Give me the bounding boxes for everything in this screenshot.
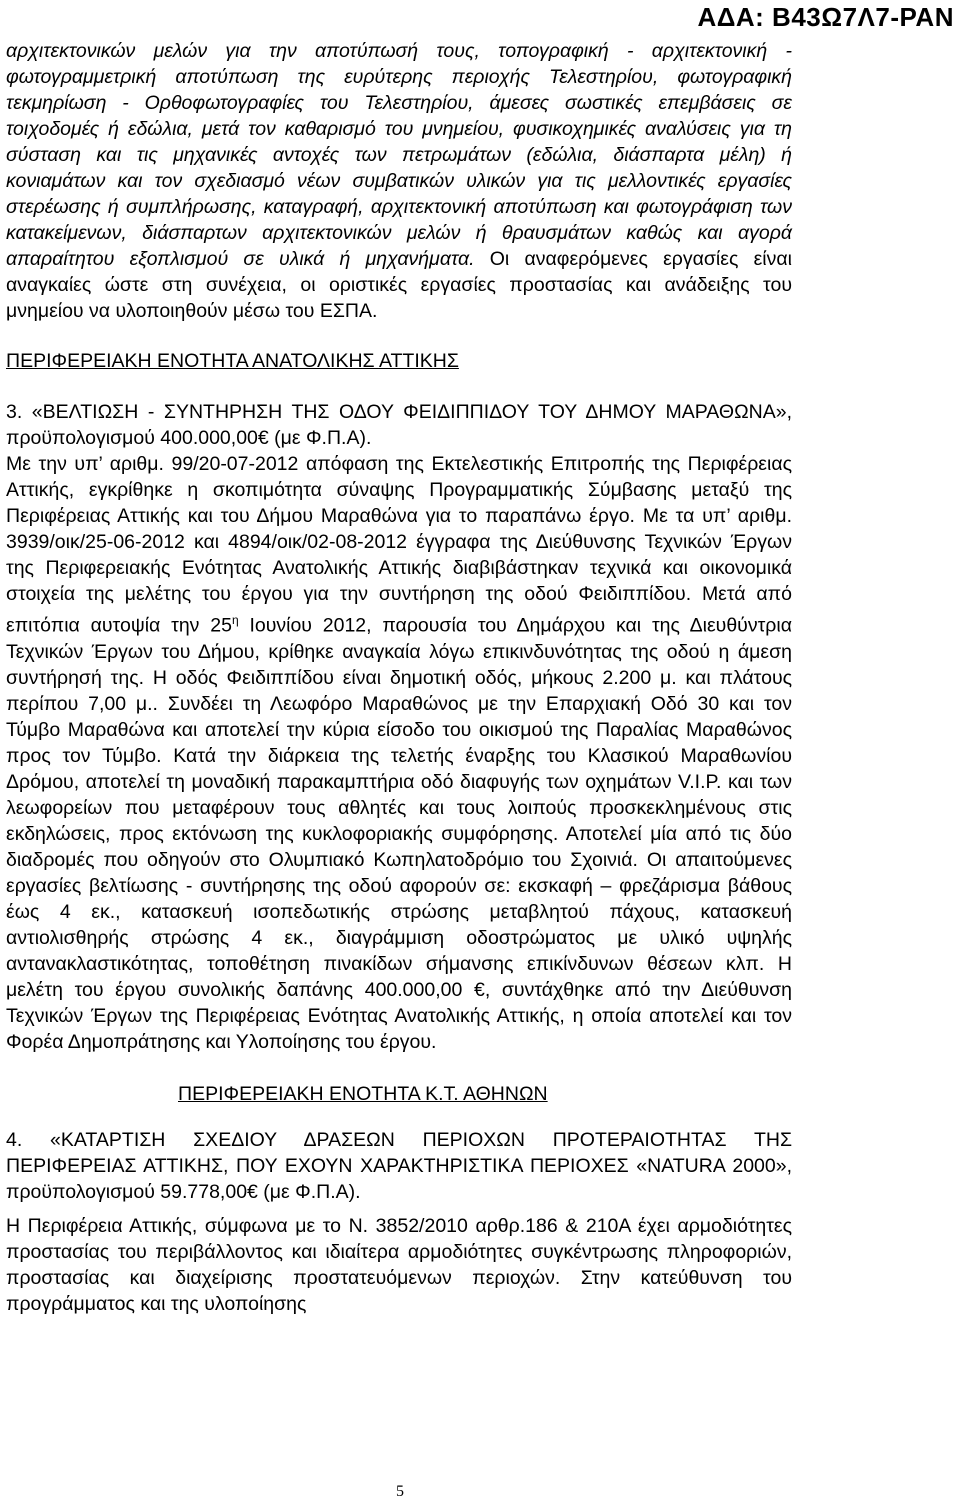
ada-header: ΑΔΑ: Β43Ω7Λ7-ΡΑΝ — [697, 2, 954, 32]
item-3-text-1: Με την υπ’ αριθμ. — [6, 453, 164, 475]
item-3-text-3: Με τα υπ’ αριθμ. — [642, 505, 792, 527]
item-4-title: 4. «ΚΑΤΑΡΤΙΣΗ ΣΧΕΔΙΟΥ ΔΡΑΣΕΩΝ ΠΕΡΙΟΧΩΝ ΠΡΟΤΕΡΑΙΟΤΗΤΑΣ ΤΗΣ ΠΕΡΙΦΕΡΕΙΑΣ ΑΤΤΙΚΗΣ, ΠΟΥ ΕΧΟΥΝ ΧΑΡΑΚΤΗΡΙΣΤΙΚΑ ΠΕΡΙΟΧΕΣ «NATURA 2000», προϋπολογισμού 59.778,00€ (με Φ.Π.Α). — [6, 1128, 792, 1203]
item-3-title: 3. «ΒΕΛΤΙΩΣΗ - ΣΥΝΤΗΡΗΣΗ ΤΗΣ ΟΔΟΥ ΦΕΙΔΙΠΠΙΔΟΥ ΤΟΥ ΔΗΜΟΥ ΜΑΡΑΘΩΝΑ», προϋπολογισμού 400.000,00€ (με Φ.Π.Α). — [6, 401, 792, 449]
paragraph-italic-text: αρχιτεκτονικών μελών για την αποτύπωσή τους, τοπογραφική - αρχιτεκτονική - φωτογραμμετρική αποτύπωση της ευρύτερης περιοχής Τελεστηρίου, φωτογραφική τεκμηρίωση - Ορθοφωτογραφίες του Τελεστηρίου, άμεσες σωστικές επεμβάσεις σε τοιχοδομές ή εδώλια, μετά τον καθαρισμό του μνημείου, φυσικοχημικές αναλύσεις για τη σύσταση και τις μηχανικές αντοχές των πετρωμάτων (εδώλια, διάσπαρτα μέλη) ή κονιαμάτων και τον σχεδιασμό νέων συμβατικών υλικών για τις μελλοντικές εργασίες στερέωσης ή συμπλήρωσης, καταγραφή, αρχιτεκτονική αποτύπωση και φωτογράφιση των κατακείμενων, διάσπαρτων αρχιτεκτονικών μελών ή θραυσμάτων καθώς και αγορά απαραίτητου εξοπλισμού σε υλικά ή μηχανήματα. — [6, 40, 792, 270]
section-heading-athens: ΠΕΡΙΦΕΡΕΙΑΚΗ ΕΝΟΤΗΤΑ Κ.Τ. ΑΘΗΝΩΝ — [178, 1082, 548, 1105]
item-3-text-5: Μετά από επιτόπια αυτοψία την 25 — [6, 583, 792, 637]
item-3-text-2: 99/20-07-2012 απόφαση της Εκτελεστικής Επιτροπής της Περιφέρειας Αττικής, εγκρίθηκε η σκοπιμότητα σύναψης Προγραμματικής Σύμβασης μεταξύ της Περιφέρειας Αττικής και του Δήμου Μαραθώνα για το παραπάνω έργο. — [6, 453, 792, 527]
item-3-body — [6, 451, 792, 1055]
page-number: 5 — [396, 1483, 404, 1500]
document-body — [6, 38, 792, 1317]
paragraph-continued — [6, 38, 792, 324]
item-3-text-6: Ιουνίου 2012, παρουσία του Δημάρχου και της Διευθύντρια Τεχνικών Έργων του Δήμου, κρίθηκε αναγκαία λόγω επικινδυνότητας της οδού η άμεση συντήρησή της. Η οδός Φειδιππίδου είναι δημοτική οδός, μήκους 2.200 μ. και πλάτους περίπου 7,00 μ.. Συνδέει τη Λεωφόρο Μαραθώνος με την Επαρχιακή Οδό 30 και τον Τύμβο Μαραθώνα και αποτελεί την κύρια είσοδο του οικισμού της Παραλίας Μαραθώνος προς τον Τύμβο. Κατά την διάρκεια της τελετής έναρξης του Κλασικού Μαραθωνίου Δρόμου, αποτελεί τη μοναδική παρακαμπτήρια οδό διαφυγής των οχημάτων V.I.P. και των λεωφορείων που μεταφέρουν τους αθλητές και τους λοιπούς προσκεκλημένους στις εκδηλώσεις, προς εκτόνωση της κυκλοφοριακής συμφόρησης. Αποτελεί μία από τις δύο διαδρομές που οδηγούν στο Ολυμπιακό Κωπηλατοδρόμιο του Σχοινιά. Οι απαιτούμενες εργασίες βελτίωσης - συντήρησης της οδού αφορούν σε: εκσκαφή – φρεζάρισμα βάθους έως 4 εκ., κατασκευή ισοπεδωτικής στρώσης μεταβλητού πάχους, κατασκευή αντιολισθηρής στρώσης 4 εκ., διαγράμμιση οδοστρώματος με υλικό υψηλής αντανακλαστικότητας, τοποθέτηση πινακίδων σήμανσης επικίνδυνων θέσεων κλπ. Η μελέτη του έργου συνολικής δαπάνης 400.000,00 €, συντάχθηκε από την Διεύθυνση Τεχνικών Έργων της Περιφέρειας Ενότητας Ανατολικής Αττικής, η οποία αποτελεί και τον Φορέα Δημοπράτησης και Υλοποίησης του έργου. — [6, 614, 792, 1053]
item-3-superscript: η — [231, 613, 239, 627]
section-heading-east-attica: ΠΕΡΙΦΕΡΕΙΑΚΗ ΕΝΟΤΗΤΑ ΑΝΑΤΟΛΙΚΗΣ ΑΤΤΙΚΗΣ — [6, 350, 459, 372]
item-4-body: Η Περιφέρεια Αττικής, σύμφωνα με το Ν. 3852/2010 αρθρ.186 & 210Α έχει αρμοδιότητες προστασίας του περιβάλλοντος και ιδιαίτερα αρμοδιότητες συγκέντρωσης πληροφοριών, προστασίας και διαχείρισης προστατευόμενων περιοχών. Στην κατεύθυνση του προγράμματος και της υλοποίησης — [6, 1214, 792, 1315]
paragraph-text: Οι αναφερόμενες εργασίες είναι αναγκαίες ώστε στη συνέχεια, οι οριστικές εργασίες προστασίας και ανάδειξης του μνημείου να υλοποιηθούν μέσω του ΕΣΠΑ. — [6, 248, 792, 322]
item-3-text-4: 3939/οικ/25-06-2012 και 4894/οικ/02-08-2012 έγγραφα της Διεύθυνσης Τεχνικών Έργων της Περιφερειακής Ενότητας Ανατολικής Αττικής διαβιβάστηκαν τεχνικά και οικονομικά στοιχεία της μελέτης του έργου για την συντήρηση της οδού Φειδιππίδου. — [6, 531, 792, 605]
